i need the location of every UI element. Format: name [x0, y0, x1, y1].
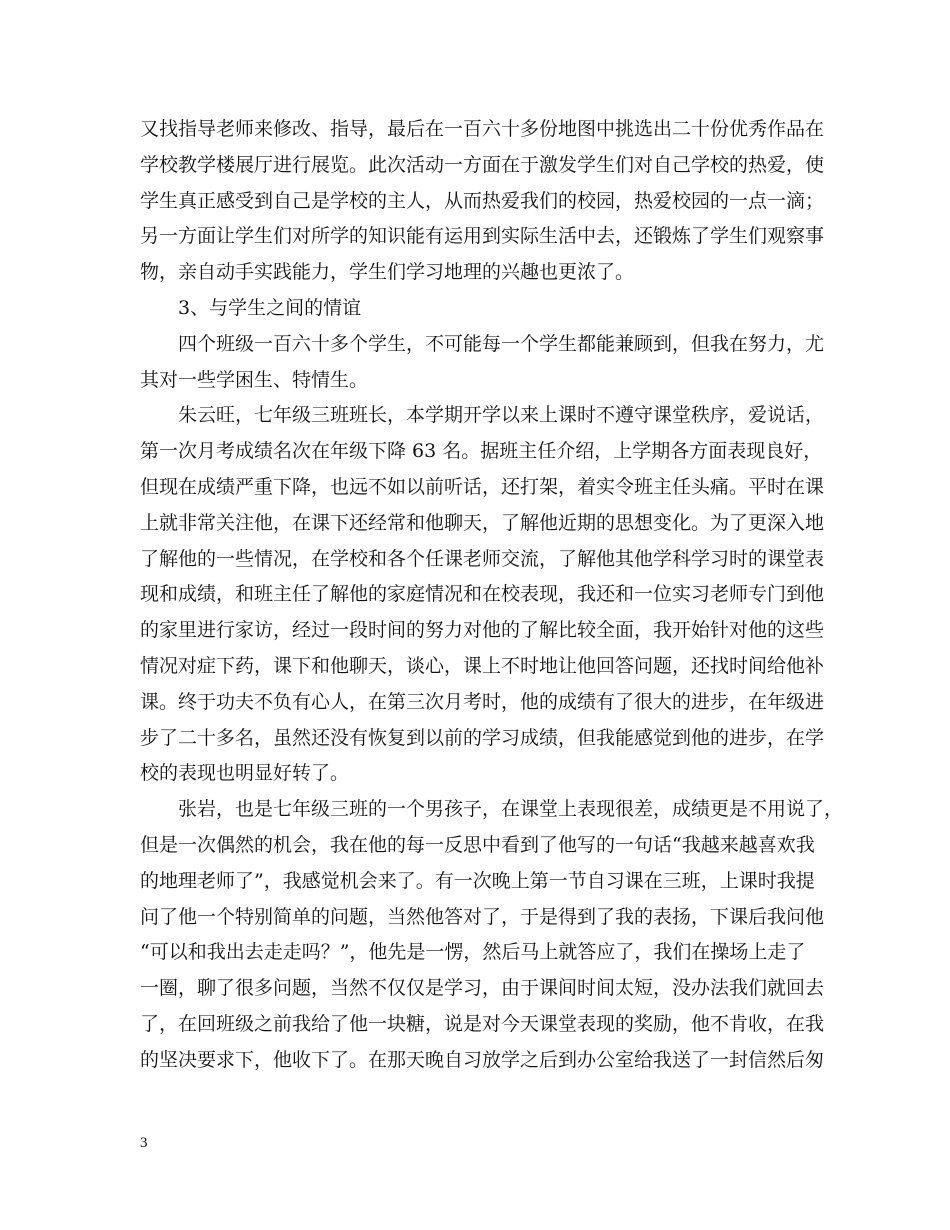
text-line: 但是一次偶然的机会，我在他的每一反思中看到了他写的一句话“我越来越喜欢我 [140, 833, 815, 856]
text-line: 问了他一个特别简单的问题，当然他答对了，于是得到了我的表扬，下课后我问他 [140, 905, 825, 928]
text-line: 一圈，聊了很多问题，当然不仅仅是学习，由于课间时间太短，没办法我们就回去 [140, 977, 825, 1000]
text-line: 物，亲自动手实践能力，学生们学习地理的兴趣也更浓了。 [140, 261, 635, 284]
text-line: 第一次月考成绩名次在年级下降 63 名。据班主任介绍，上学期各方面表现良好， [140, 440, 823, 463]
text-line: 的家里进行家访，经过一段时间的努力对他的了解比较全面，我开始针对他的这些 [140, 619, 825, 642]
paragraph-start-line: 朱云旺，七年级三班班长，本学期开学以来上课时不遵守课堂秩序，爱说话， [178, 404, 825, 427]
text-line: 了，在回班级之前我给了他一块糖，说是对今天课堂表现的奖励，他不肯收，在我 [140, 1012, 825, 1035]
text-line: 步了二十多名，虽然还没有恢复到以前的学习成绩，但我能感觉到他的进步，在学 [140, 726, 825, 749]
paragraph-start-line: 四个班级一百六十多个学生，不可能每一个学生都能兼顾到，但我在努力，尤 [178, 332, 825, 355]
text-line: 的坚决要求下，他收下了。在那天晚自习放学之后到办公室给我送了一封信然后匆 [140, 1048, 825, 1071]
page-number: 3 [140, 1135, 148, 1151]
text-line: 另一方面让学生们对所学的知识能有运用到实际生活中去，还锻炼了学生们观察事 [140, 225, 825, 248]
text-line: 学校教学楼展厅进行展览。此次活动一方面在于激发学生们对自己学校的热爱，使 [140, 153, 825, 176]
section-heading: 3、与学生之间的情谊 [178, 296, 362, 319]
body-text [140, 112, 844, 1079]
text-line: 上就非常关注他，在课下还经常和他聊天，了解他近期的思想变化。为了更深入地 [140, 511, 825, 534]
text-line: 校的表现也明显好转了。 [140, 762, 350, 785]
text-line: “可以和我出去走走吗？”，他先是一愣，然后马上就答应了，我们在操场上走了 [140, 941, 806, 964]
text-line: 但现在成绩严重下降，也远不如以前听话，还打架，着实令班主任头痛。平时在课 [140, 475, 825, 498]
text-line: 的地理老师了”，我感觉机会来了。有一次晚上第一节自习课在三班，上课时我提 [140, 869, 815, 892]
text-line: 了解他的一些情况，在学校和各个任课老师交流，了解他其他学科学习时的课堂表 [140, 547, 825, 570]
paragraph-start-line: 张岩，也是七年级三班的一个男孩子，在课堂上表现很差，成绩更是不用说了， [178, 798, 844, 821]
text-line: 其对一些学困生、特情生。 [140, 368, 369, 391]
text-line: 学生真正感受到自己是学校的主人，从而热爱我们的校园，热爱校园的一点一滴； [140, 189, 825, 212]
text-line: 课。终于功夫不负有心人，在第三次月考时，他的成绩有了很大的进步，在年级进 [140, 690, 825, 713]
text-line: 又找指导老师来修改、指导，最后在一百六十多份地图中挑选出二十份优秀作品在 [140, 118, 825, 140]
text-line: 现和成绩，和班主任了解他的家庭情况和在校表现，我还和一位实习老师专门到他 [140, 583, 825, 606]
text-line: 情况对症下药，课下和他聊天，谈心，课上不时地让他回答问题，还找时间给他补 [140, 654, 825, 677]
